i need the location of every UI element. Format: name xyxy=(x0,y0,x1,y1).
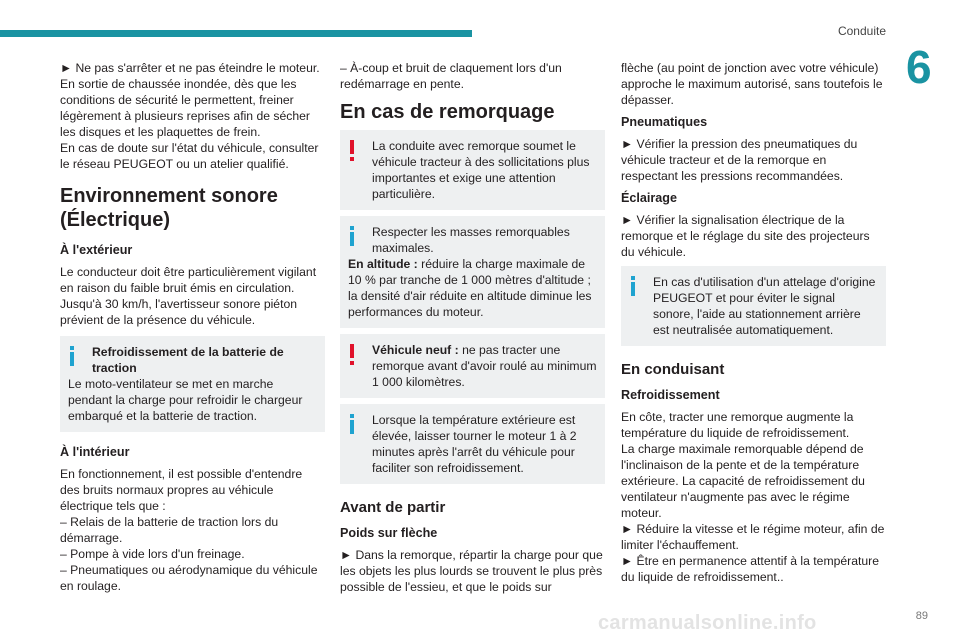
paragraph: ► Vérifier la signalisation électrique de la remorque et le réglage du site des projecteurs du véhicule. xyxy=(621,213,870,259)
paragraph: ► Ne pas s'arrêter et ne pas éteindre le moteur. xyxy=(60,61,320,75)
column-1 xyxy=(60,60,325,594)
column-2 xyxy=(340,60,605,595)
list-item: – À-coup et bruit de claquement lors d'un redémarrage en pente. xyxy=(340,61,562,91)
section-title: Conduite xyxy=(837,24,886,38)
paragraph: ► Être en permanence attentif à la température du liquide de refroidissement.. xyxy=(621,554,879,584)
info-icon xyxy=(629,276,637,298)
paragraph: ► Réduire la vitesse et le régime moteur, afin de limiter l'échauffement. xyxy=(621,522,885,552)
info-text: Lorsque la température extérieure est élevée, laisser tourner le moteur 1 à 2 minutes après l'arrêt du véhicule pour faciliter son refroidissement. xyxy=(372,413,577,475)
subheading: Pneumatiques xyxy=(621,115,708,129)
subheading: Refroidissement xyxy=(621,388,720,402)
paragraph: flèche (au point de jonction avec votre véhicule) approche le maximum autorisé, sans toutefois le dépasser. xyxy=(621,61,883,107)
info-box xyxy=(60,336,325,432)
info-icon xyxy=(68,346,76,368)
chapter-number: 6 xyxy=(906,41,932,93)
info-text xyxy=(348,256,597,320)
paragraph: En sortie de chaussée inondée, dès que les conditions de sécurité le permettent, freiner légèrement à plusieurs reprises afin de sécher les disques et les plaquettes de frein. xyxy=(60,77,310,139)
info-label: En altitude : xyxy=(348,257,418,271)
paragraph: La charge maximale remorquable dépend de l'inclinaison de la pente et de la température extérieure. La capacité de refroidissement du ventilateur n'augmente pas avec le régime moteur. xyxy=(621,442,865,520)
info-box-text: Le moto-ventilateur se met en marche pendant la charge pour refroidir le chargeur embarqué et la batterie de traction. xyxy=(68,377,303,423)
info-box xyxy=(340,404,605,484)
list-item: – Pompe à vide lors d'un freinage. xyxy=(60,547,245,561)
paragraph: En fonctionnement, il est possible d'entendre des bruits normaux propres au véhicule électrique tels que : xyxy=(60,467,303,513)
subheading: À l'extérieur xyxy=(60,243,133,257)
info-icon xyxy=(348,226,356,248)
info-icon xyxy=(348,414,356,436)
info-text: Respecter les masses remorquables maximales. xyxy=(372,225,570,255)
warning-box xyxy=(340,130,605,210)
page-number: 89 xyxy=(915,610,928,622)
warning-label: Véhicule neuf : xyxy=(372,343,459,357)
subheading: À l'intérieur xyxy=(60,445,130,459)
warning-text: La conduite avec remorque soumet le véhicule tracteur à des sollicitations plus importantes et exige une attention particulière. xyxy=(372,139,590,201)
warning-box xyxy=(340,334,605,398)
warning-text xyxy=(348,342,597,390)
section-heading: Avant de partir xyxy=(340,499,446,516)
section-heading: En cas de remorquage xyxy=(340,101,555,123)
info-text: réduire la charge maximale de 10 % par tranche de 1 000 mètres d'altitude ; la densité d'air réduite en altitude diminue les performances du moteur. xyxy=(348,257,592,319)
header-accent-bar xyxy=(0,30,472,37)
list-item: – Pneumatiques ou aérodynamique du véhicule en roulage. xyxy=(60,563,318,593)
list-item: – Relais de la batterie de traction lors du démarrage. xyxy=(60,515,279,545)
info-box xyxy=(621,266,886,346)
warning-icon xyxy=(348,344,356,366)
info-box xyxy=(340,216,605,328)
paragraph: En côte, tracter une remorque augmente la température du liquide de refroidissement. xyxy=(621,410,854,440)
column-3 xyxy=(621,60,886,585)
paragraph: En cas de doute sur l'état du véhicule, consulter le réseau PEUGEOT ou un atelier qualifié. xyxy=(60,141,319,171)
subheading: Poids sur flèche xyxy=(340,526,438,540)
subheading: Éclairage xyxy=(621,191,678,205)
paragraph: ► Vérifier la pression des pneumatiques du véhicule tracteur et de la remorque en respectant les pressions recommandées. xyxy=(621,137,858,183)
info-box-title: Refroidissement de la batterie de traction xyxy=(92,345,284,375)
watermark: carmanualsonline.info xyxy=(598,612,817,634)
paragraph: Le conducteur doit être particulièrement vigilant en raison du faible bruit émis en circulation. Jusqu'à 30 km/h, l'avertisseur sonore piéton prévient de la présence du véhicule. xyxy=(60,265,317,327)
section-heading: En conduisant xyxy=(621,361,725,378)
section-heading: Environnement sonore (Électrique) xyxy=(60,185,278,231)
info-text: En cas d'utilisation d'un attelage d'origine PEUGEOT et pour éviter le signal sonore, l'aide au stationnement arrière est neutralisée automatiquement. xyxy=(653,275,876,337)
warning-text: ne pas tracter une remorque avant d'avoir roulé au minimum 1 000 kilomètres. xyxy=(372,343,597,389)
paragraph: ► Dans la remorque, répartir la charge pour que les objets les plus lourds se trouvent le plus près possible de l'essieu, et que le poids sur xyxy=(340,548,603,594)
warning-icon xyxy=(348,140,356,162)
